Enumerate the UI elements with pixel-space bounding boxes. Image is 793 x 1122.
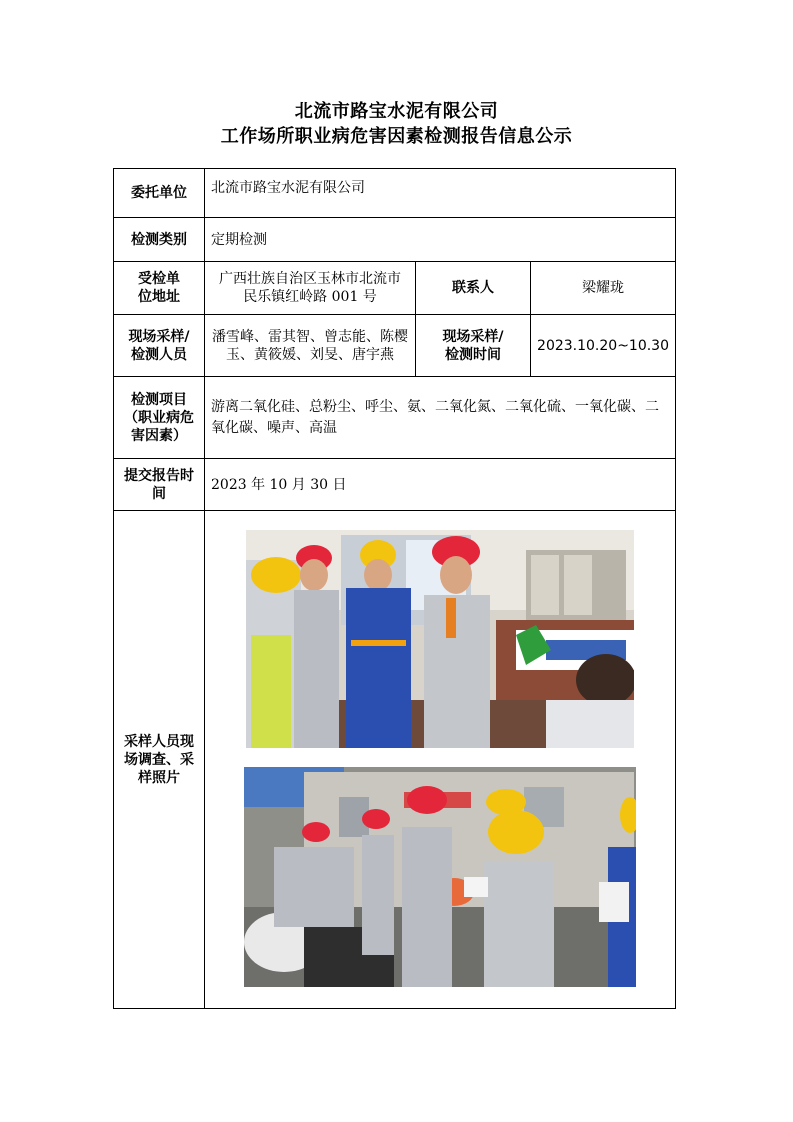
row-client [114,169,676,218]
staff-label-text: 现场采样/检测人员 [128,328,190,363]
address-label-text: 受检单位地址 [138,271,180,305]
indoor-photo-illustration [246,530,634,748]
row-staff [114,315,676,377]
items-value: 游离二氧化硅、总粉尘、呼尘、氨、二氧化氮、二氧化硫、一氧化碳、二氧化碳、噪声、高温 [205,377,676,459]
row-report-time [114,459,676,511]
site-photo-indoor [246,530,634,748]
row-photos [114,511,676,1009]
time-label [416,315,531,377]
time-label-text: 现场采样/检测时间 [442,328,504,363]
info-table [113,168,676,1009]
staff-value-text: 潘雪峰、雷其智、曾志能、陈樱玉、黄筱媛、刘旻、唐宇燕 [212,328,408,363]
items-label [114,377,205,459]
photos-label-text: 采样人员现场调查、采样照片 [124,733,194,786]
report-label [114,459,205,511]
category-value: 定期检测 [205,218,676,262]
staff-value [205,315,416,377]
staff-label [114,315,205,377]
items-label-text: 检测项目（职业病危害因素） [124,391,194,444]
report-label-text: 提交报告时间 [124,467,194,502]
client-label: 委托单位 [114,169,205,218]
contact-label: 联系人 [416,262,531,315]
photos-label [114,511,205,1009]
time-value: 2023.10.20~10.30 [531,315,676,377]
company-title: 北流市路宝水泥有限公司 [294,101,499,122]
document-subtitle: 工作场所职业病危害因素检测报告信息公示 [220,126,573,147]
row-address [114,262,676,315]
contact-value: 梁耀珑 [531,262,676,315]
client-value: 北流市路宝水泥有限公司 [205,169,676,218]
site-photo-outdoor [244,767,636,987]
address-label [114,262,205,315]
row-items [114,377,676,459]
row-category [114,218,676,262]
photos-cell [205,511,676,1009]
category-label: 检测类别 [114,218,205,262]
outdoor-photo-illustration [244,767,636,987]
address-value [205,262,416,315]
report-value: 2023 年 10 月 30 日 [205,459,676,511]
address-value-text: 广西壮族自治区玉林市北流市民乐镇红岭路 001 号 [219,271,401,305]
